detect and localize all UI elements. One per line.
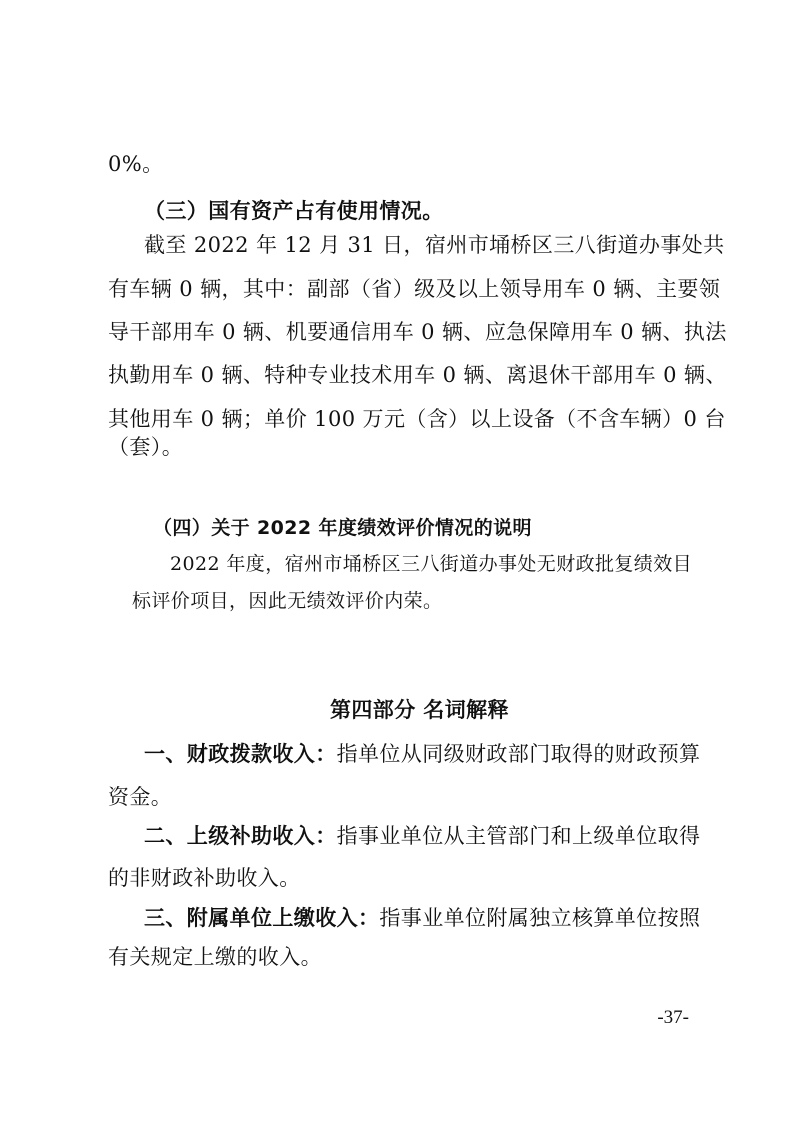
section3-line: （套）。 xyxy=(108,435,184,459)
part4-title: 第四部分 名词解释 xyxy=(330,698,509,722)
term-definition: 指事业单位从主管部门和上级单位取得 xyxy=(336,824,701,848)
section3-line: 截至 2022 年 12 月 31 日，宿州市埇桥区三八街道办事处共 xyxy=(144,233,725,257)
section3-tail-text: 0%。 xyxy=(108,152,164,176)
section4-line: 标评价项目，因此无绩效评价内荣。 xyxy=(132,590,443,612)
page-number: -37- xyxy=(657,1007,689,1028)
term-definition: 指单位从同级财政部门取得的财政预算 xyxy=(336,742,701,766)
term-entry xyxy=(144,820,700,852)
term-definition: 指事业单位附属独立核算单位按照 xyxy=(379,906,701,930)
term-name: 二、上级补助收入： xyxy=(144,824,337,848)
section4-line: 2022 年度，宿州市埇桥区三八街道办事处无财政批复绩效目 xyxy=(170,553,692,575)
term-entry xyxy=(144,738,700,770)
term-definition-continued: 的非财政补助收入。 xyxy=(108,866,301,890)
section4-heading: （四）关于 2022 年度绩效评价情况的说明 xyxy=(153,517,532,539)
section3-line: 导干部用车 0 辆、机要通信用车 0 辆、应急保障用车 0 辆、执法 xyxy=(108,320,727,344)
section3-line: 有车辆 0 辆，其中：副部（省）级及以上领导用车 0 辆、主要领 xyxy=(108,277,721,301)
term-definition-continued: 资金。 xyxy=(108,785,173,809)
section3-heading: （三）国有资产占有使用情况。 xyxy=(144,199,444,223)
section3-line: 执勤用车 0 辆、特种专业技术用车 0 辆、离退休干部用车 0 辆、 xyxy=(108,363,727,387)
term-name: 三、附属单位上缴收入： xyxy=(144,906,380,930)
term-entry xyxy=(144,902,700,934)
section3-line: 其他用车 0 辆；单价 100 万元（含）以上设备（不含车辆）0 台 xyxy=(108,407,726,431)
term-definition-continued: 有关规定上缴的收入。 xyxy=(108,945,322,969)
term-name: 一、财政拨款收入： xyxy=(144,742,337,766)
